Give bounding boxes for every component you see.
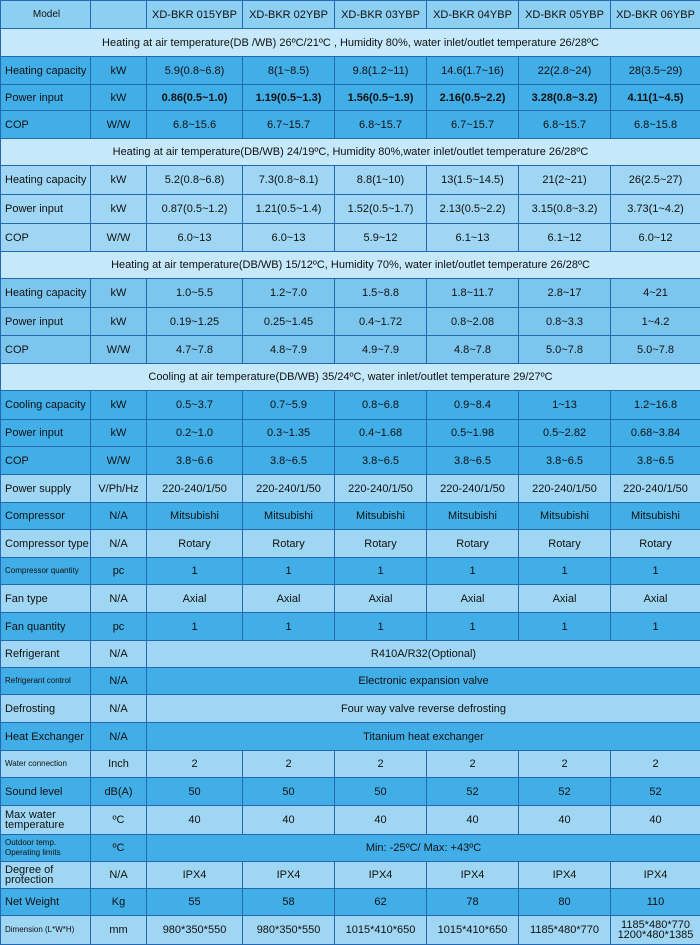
table-row bbox=[1, 916, 700, 945]
row-unit: kW bbox=[91, 57, 147, 85]
row-value: 3.8~6.5 bbox=[611, 447, 700, 475]
row-unit: N/A bbox=[91, 530, 147, 558]
row-value: Electronic expansion valve bbox=[147, 668, 700, 695]
row-value: 26(2.5~27) bbox=[611, 166, 700, 195]
row-value: Axial bbox=[335, 585, 427, 613]
row-label: COP bbox=[1, 447, 91, 475]
row-value: R410A/R32(Optional) bbox=[147, 641, 700, 668]
row-value: 3.8~6.6 bbox=[147, 447, 243, 475]
row-value: 8.8(1~10) bbox=[335, 166, 427, 195]
row-value: 3.8~6.5 bbox=[427, 447, 519, 475]
row-unit: kW bbox=[91, 391, 147, 420]
row-value: 1 bbox=[147, 613, 243, 641]
row-value: 3.28(0.8~3.2) bbox=[519, 85, 611, 111]
row-label: Fan quantity bbox=[1, 613, 91, 641]
row-unit: ºC bbox=[91, 806, 147, 835]
row-value: 6.8~15.7 bbox=[335, 111, 427, 139]
row-value: Mitsubishi bbox=[611, 503, 700, 530]
row-value: 1.2~16.8 bbox=[611, 391, 700, 420]
row-label: Compressor bbox=[1, 503, 91, 530]
row-unit: dB(A) bbox=[91, 778, 147, 806]
row-value: 1 bbox=[335, 558, 427, 585]
row-value: 80 bbox=[519, 889, 611, 916]
row-value: 1~4.2 bbox=[611, 308, 700, 336]
row-value: 4.11(1~4.5) bbox=[611, 85, 700, 111]
row-value: 40 bbox=[335, 806, 427, 835]
row-value: 13(1.5~14.5) bbox=[427, 166, 519, 195]
row-value: Mitsubishi bbox=[427, 503, 519, 530]
row-unit: kW bbox=[91, 279, 147, 308]
row-value: 50 bbox=[147, 778, 243, 806]
row-unit: Inch bbox=[91, 751, 147, 778]
row-label: Power input bbox=[1, 420, 91, 447]
row-label: Water connection bbox=[1, 751, 91, 778]
row-value: 9.8(1.2~11) bbox=[335, 57, 427, 85]
row-unit: W/W bbox=[91, 111, 147, 139]
row-unit: kW bbox=[91, 308, 147, 336]
row-value: 0.8~3.3 bbox=[519, 308, 611, 336]
table-row bbox=[1, 85, 700, 111]
row-value: Axial bbox=[611, 585, 700, 613]
model-name: XD-BKR 05YBP bbox=[519, 1, 611, 29]
row-value: 0.4~1.72 bbox=[335, 308, 427, 336]
row-label: Power input bbox=[1, 195, 91, 224]
row-value: 1.0~5.5 bbox=[147, 279, 243, 308]
row-value: 6.7~15.7 bbox=[243, 111, 335, 139]
row-value: 58 bbox=[243, 889, 335, 916]
row-unit: N/A bbox=[91, 723, 147, 751]
row-value: 6.8~15.6 bbox=[147, 111, 243, 139]
row-label: Heat Exchanger bbox=[1, 723, 91, 751]
row-value: 50 bbox=[243, 778, 335, 806]
row-label: COP bbox=[1, 111, 91, 139]
row-value: 1015*410*650 bbox=[335, 916, 427, 945]
row-value: 40 bbox=[147, 806, 243, 835]
row-value: 4.8~7.8 bbox=[427, 336, 519, 364]
row-label: Cooling capacity bbox=[1, 391, 91, 420]
row-value: 0.87(0.5~1.2) bbox=[147, 195, 243, 224]
row-value: 40 bbox=[611, 806, 700, 835]
row-value: 1 bbox=[611, 613, 700, 641]
row-value: Rotary bbox=[335, 530, 427, 558]
table-row bbox=[1, 723, 700, 751]
row-value: 4~21 bbox=[611, 279, 700, 308]
model-name: XD-BKR 06YBP bbox=[611, 1, 700, 29]
row-value: 0.25~1.45 bbox=[243, 308, 335, 336]
row-value: 220-240/1/50 bbox=[519, 475, 611, 503]
row-value: 220-240/1/50 bbox=[243, 475, 335, 503]
row-value: 220-240/1/50 bbox=[335, 475, 427, 503]
row-value: 5.0~7.8 bbox=[611, 336, 700, 364]
row-value: 110 bbox=[611, 889, 700, 916]
row-label: Fan type bbox=[1, 585, 91, 613]
row-value: 52 bbox=[427, 778, 519, 806]
header-row bbox=[1, 1, 700, 29]
row-value: 40 bbox=[243, 806, 335, 835]
row-value: 1185*480*770 bbox=[519, 916, 611, 945]
row-label: Defrosting bbox=[1, 695, 91, 723]
row-value: 1.52(0.5~1.7) bbox=[335, 195, 427, 224]
table-row bbox=[1, 862, 700, 889]
row-value: 0.68~3.84 bbox=[611, 420, 700, 447]
section-header bbox=[1, 139, 700, 166]
row-value: IPX4 bbox=[427, 862, 519, 889]
table-row bbox=[1, 613, 700, 641]
row-value: IPX4 bbox=[611, 862, 700, 889]
row-value: 220-240/1/50 bbox=[427, 475, 519, 503]
table-row bbox=[1, 391, 700, 420]
table-row bbox=[1, 641, 700, 668]
row-value: 2.13(0.5~2.2) bbox=[427, 195, 519, 224]
row-value: 6.8~15.7 bbox=[519, 111, 611, 139]
row-value: 1.19(0.5~1.3) bbox=[243, 85, 335, 111]
row-value: Titanium heat exchanger bbox=[147, 723, 700, 751]
row-unit: kW bbox=[91, 420, 147, 447]
row-label: Compressor type bbox=[1, 530, 91, 558]
model-name: XD-BKR 03YBP bbox=[335, 1, 427, 29]
row-value: 6.0~13 bbox=[147, 224, 243, 252]
row-label: Compressor quantity bbox=[1, 558, 91, 585]
row-value: IPX4 bbox=[147, 862, 243, 889]
row-value: 3.8~6.5 bbox=[519, 447, 611, 475]
row-value: 40 bbox=[519, 806, 611, 835]
row-label: Power supply bbox=[1, 475, 91, 503]
row-value: Mitsubishi bbox=[147, 503, 243, 530]
row-value: IPX4 bbox=[335, 862, 427, 889]
section-title: Heating at air temperature(DB/WB) 24/19ºC, Humidity 80%,water inlet/outlet temperature 26/28ºC bbox=[1, 139, 700, 166]
row-value: 0.8~6.8 bbox=[335, 391, 427, 420]
row-value: Four way valve reverse defrosting bbox=[147, 695, 700, 723]
row-unit: Kg bbox=[91, 889, 147, 916]
row-value: 1.56(0.5~1.9) bbox=[335, 85, 427, 111]
row-value: 0.19~1.25 bbox=[147, 308, 243, 336]
row-value: Rotary bbox=[427, 530, 519, 558]
row-label: Refrigerant bbox=[1, 641, 91, 668]
row-label: Sound level bbox=[1, 778, 91, 806]
row-label: Heating capacity bbox=[1, 279, 91, 308]
model-name: XD-BKR 015YBP bbox=[147, 1, 243, 29]
row-value: 1.2~7.0 bbox=[243, 279, 335, 308]
row-value: Rotary bbox=[611, 530, 700, 558]
row-value: 2.16(0.5~2.2) bbox=[427, 85, 519, 111]
row-label: Degree of protection bbox=[1, 862, 91, 889]
row-value: 220-240/1/50 bbox=[611, 475, 700, 503]
row-label: Refrigerant control bbox=[1, 668, 91, 695]
table-row bbox=[1, 279, 700, 308]
row-value: Mitsubishi bbox=[519, 503, 611, 530]
row-value: 6.1~12 bbox=[519, 224, 611, 252]
row-value: 1 bbox=[519, 613, 611, 641]
row-unit: kW bbox=[91, 85, 147, 111]
row-value: 1015*410*650 bbox=[427, 916, 519, 945]
row-value: 21(2~21) bbox=[519, 166, 611, 195]
row-value: 5.9~12 bbox=[335, 224, 427, 252]
row-value: 62 bbox=[335, 889, 427, 916]
row-value: 0.5~2.82 bbox=[519, 420, 611, 447]
row-value: 52 bbox=[519, 778, 611, 806]
row-value: 1.5~8.8 bbox=[335, 279, 427, 308]
row-value: 1.8~11.7 bbox=[427, 279, 519, 308]
row-value: 8(1~8.5) bbox=[243, 57, 335, 85]
row-value: 2 bbox=[147, 751, 243, 778]
row-value: 0.86(0.5~1.0) bbox=[147, 85, 243, 111]
row-unit: ºC bbox=[91, 835, 147, 862]
row-value: 3.8~6.5 bbox=[243, 447, 335, 475]
row-value: 6.1~13 bbox=[427, 224, 519, 252]
row-unit: W/W bbox=[91, 224, 147, 252]
table-row bbox=[1, 695, 700, 723]
row-value: 40 bbox=[427, 806, 519, 835]
row-value: 1 bbox=[611, 558, 700, 585]
row-value: Axial bbox=[427, 585, 519, 613]
table-row bbox=[1, 447, 700, 475]
row-value: Rotary bbox=[147, 530, 243, 558]
row-value: Axial bbox=[519, 585, 611, 613]
section-header bbox=[1, 252, 700, 279]
table-row bbox=[1, 751, 700, 778]
table-row bbox=[1, 308, 700, 336]
row-value: 22(2.8~24) bbox=[519, 57, 611, 85]
row-unit: kW bbox=[91, 195, 147, 224]
table-row bbox=[1, 57, 700, 85]
row-value: 1~13 bbox=[519, 391, 611, 420]
model-name: XD-BKR 02YBP bbox=[243, 1, 335, 29]
row-value: 2 bbox=[335, 751, 427, 778]
row-value: 14.6(1.7~16) bbox=[427, 57, 519, 85]
row-label: Dimension (L*W*H) bbox=[1, 916, 91, 945]
row-value: 4.9~7.9 bbox=[335, 336, 427, 364]
table-row bbox=[1, 111, 700, 139]
table-row bbox=[1, 585, 700, 613]
row-value: 5.9(0.8~6.8) bbox=[147, 57, 243, 85]
row-value: 0.5~3.7 bbox=[147, 391, 243, 420]
row-unit: mm bbox=[91, 916, 147, 945]
row-value: 2.8~17 bbox=[519, 279, 611, 308]
row-value: 980*350*550 bbox=[243, 916, 335, 945]
row-value: 5.0~7.8 bbox=[519, 336, 611, 364]
row-value: 0.5~1.98 bbox=[427, 420, 519, 447]
row-label: Heating capacity bbox=[1, 166, 91, 195]
row-value: Axial bbox=[243, 585, 335, 613]
table-row bbox=[1, 475, 700, 503]
row-unit: pc bbox=[91, 558, 147, 585]
row-value: 1.21(0.5~1.4) bbox=[243, 195, 335, 224]
table-row bbox=[1, 530, 700, 558]
row-unit: V/Ph/Hz bbox=[91, 475, 147, 503]
row-value: 1 bbox=[243, 558, 335, 585]
row-unit: W/W bbox=[91, 447, 147, 475]
row-unit: N/A bbox=[91, 862, 147, 889]
row-unit: N/A bbox=[91, 503, 147, 530]
row-value: 6.8~15.8 bbox=[611, 111, 700, 139]
section-header bbox=[1, 29, 700, 57]
row-value: Min: -25ºC/ Max: +43ºC bbox=[147, 835, 700, 862]
row-label: COP bbox=[1, 224, 91, 252]
row-unit: W/W bbox=[91, 336, 147, 364]
row-value: IPX4 bbox=[519, 862, 611, 889]
row-unit: kW bbox=[91, 166, 147, 195]
row-value: 1 bbox=[147, 558, 243, 585]
row-unit: N/A bbox=[91, 641, 147, 668]
table-row bbox=[1, 778, 700, 806]
row-label: Max water temperature bbox=[1, 806, 91, 835]
row-value: 2 bbox=[243, 751, 335, 778]
row-value: 1185*480*770 1200*480*1385 bbox=[611, 916, 700, 945]
section-title: Heating at air temperature(DB/WB) 15/12ºC, Humidity 70%, water inlet/outlet temperature 26/28ºC bbox=[1, 252, 700, 279]
row-unit: N/A bbox=[91, 695, 147, 723]
row-value: IPX4 bbox=[243, 862, 335, 889]
row-value: 220-240/1/50 bbox=[147, 475, 243, 503]
row-value: Axial bbox=[147, 585, 243, 613]
table-row bbox=[1, 806, 700, 835]
row-value: 7.3(0.8~8.1) bbox=[243, 166, 335, 195]
row-value: 28(3.5~29) bbox=[611, 57, 700, 85]
table-row bbox=[1, 224, 700, 252]
row-value: 2 bbox=[611, 751, 700, 778]
row-value: 0.7~5.9 bbox=[243, 391, 335, 420]
row-label: Power input bbox=[1, 308, 91, 336]
table-row bbox=[1, 336, 700, 364]
row-unit: pc bbox=[91, 613, 147, 641]
row-value: 50 bbox=[335, 778, 427, 806]
row-value: 52 bbox=[611, 778, 700, 806]
table-row bbox=[1, 558, 700, 585]
model-label: Model bbox=[1, 1, 91, 29]
row-value: 0.3~1.35 bbox=[243, 420, 335, 447]
row-value: 1 bbox=[335, 613, 427, 641]
row-value: 6.0~13 bbox=[243, 224, 335, 252]
table-row bbox=[1, 889, 700, 916]
row-value: 4.8~7.9 bbox=[243, 336, 335, 364]
row-label: Net Weight bbox=[1, 889, 91, 916]
row-value: 78 bbox=[427, 889, 519, 916]
row-value: Rotary bbox=[519, 530, 611, 558]
row-value: Mitsubishi bbox=[335, 503, 427, 530]
table-row bbox=[1, 420, 700, 447]
row-value: 0.2~1.0 bbox=[147, 420, 243, 447]
row-value: 980*350*550 bbox=[147, 916, 243, 945]
row-value: 3.15(0.8~3.2) bbox=[519, 195, 611, 224]
section-title: Heating at air temperature(DB /WB) 26ºC/21ºC , Humidity 80%, water inlet/outlet temperature 26/28ºC bbox=[1, 29, 700, 57]
row-label: Heating capacity bbox=[1, 57, 91, 85]
row-value: 0.4~1.68 bbox=[335, 420, 427, 447]
row-value: 2 bbox=[519, 751, 611, 778]
row-label: Outdoor temp. Operating limits bbox=[1, 835, 91, 862]
row-value: 1 bbox=[427, 558, 519, 585]
model-name: XD-BKR 04YBP bbox=[427, 1, 519, 29]
row-value: 6.7~15.7 bbox=[427, 111, 519, 139]
row-value: 3.8~6.5 bbox=[335, 447, 427, 475]
row-value: 0.9~8.4 bbox=[427, 391, 519, 420]
table-row bbox=[1, 503, 700, 530]
row-value: 0.8~2.08 bbox=[427, 308, 519, 336]
table-row bbox=[1, 835, 700, 862]
table-row bbox=[1, 668, 700, 695]
row-value: 2 bbox=[427, 751, 519, 778]
row-unit: N/A bbox=[91, 585, 147, 613]
row-value: 4.7~7.8 bbox=[147, 336, 243, 364]
row-label: COP bbox=[1, 336, 91, 364]
unit-header bbox=[91, 1, 147, 29]
row-value: 3.73(1~4.2) bbox=[611, 195, 700, 224]
row-value: 5.2(0.8~6.8) bbox=[147, 166, 243, 195]
row-value: 55 bbox=[147, 889, 243, 916]
row-value: 1 bbox=[519, 558, 611, 585]
section-header bbox=[1, 364, 700, 391]
row-unit: N/A bbox=[91, 668, 147, 695]
table-row bbox=[1, 195, 700, 224]
row-value: Mitsubishi bbox=[243, 503, 335, 530]
row-label: Power input bbox=[1, 85, 91, 111]
row-value: Rotary bbox=[243, 530, 335, 558]
section-title: Cooling at air temperature(DB/WB) 35/24ºC, water inlet/outlet temperature 29/27ºC bbox=[1, 364, 700, 391]
row-value: 1 bbox=[427, 613, 519, 641]
row-value: 1 bbox=[243, 613, 335, 641]
row-value: 6.0~12 bbox=[611, 224, 700, 252]
table-row bbox=[1, 166, 700, 195]
